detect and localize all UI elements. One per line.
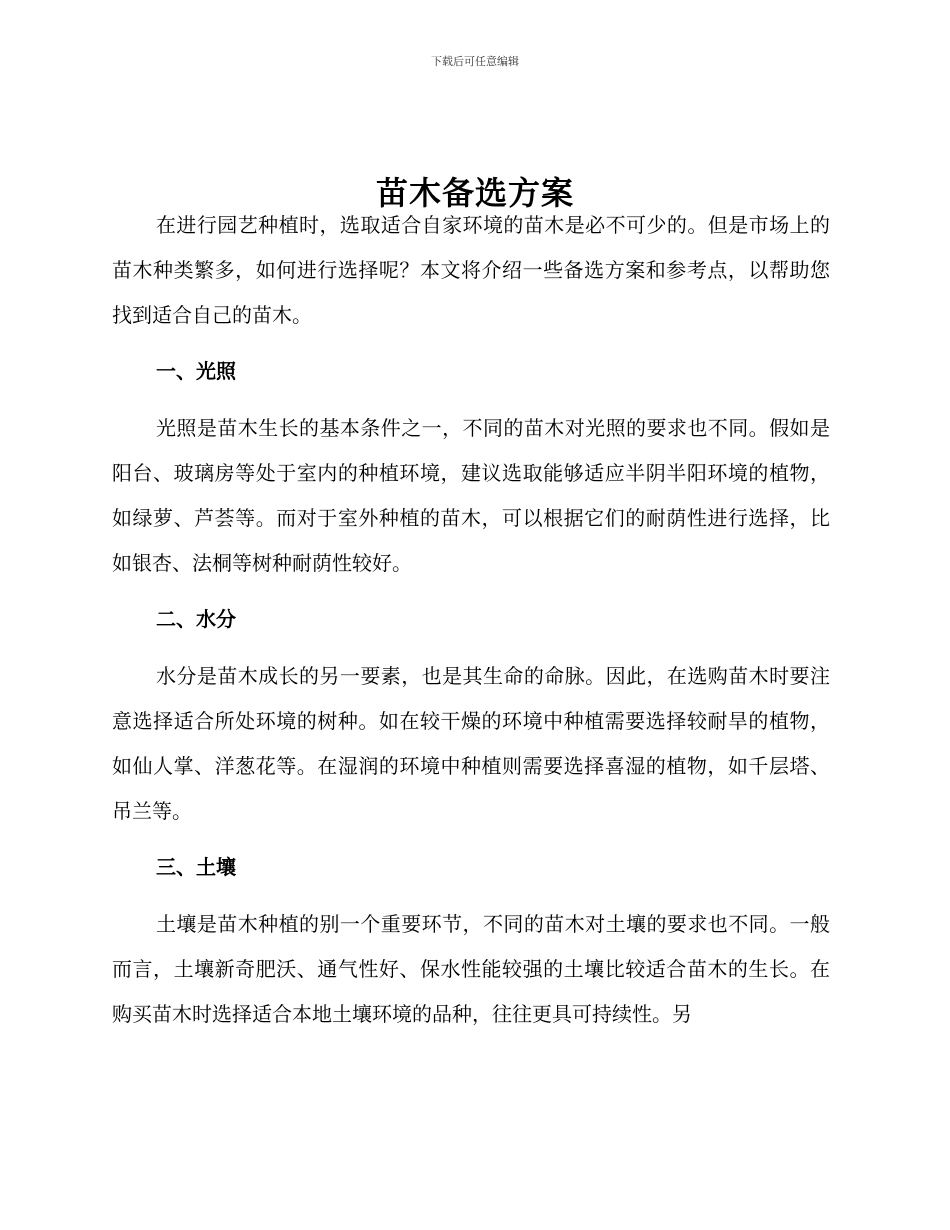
document-body — [112, 203, 830, 1037]
section-heading-light: 一、光照 — [156, 359, 236, 383]
section-body-water: 水分是苗木成长的另一要素，也是其生命的命脉。因此，在选购苗木时要注意选择适合所处环境的树种。如在较干燥的环境中种植需要选择较耐旱的植物，如仙人掌、洋葱花等。在湿润的环境中种植则需要选择喜湿的植物，如千层塔、吊兰等。 — [112, 664, 830, 823]
intro-paragraph: 在进行园艺种植时，选取适合自家环境的苗木是必不可少的。但是市场上的苗木种类繁多，如何进行选择呢？本文将介绍一些备选方案和参考点，以帮助您找到适合自己的苗木。 — [112, 213, 830, 327]
section-heading-soil: 三、土壤 — [156, 855, 236, 879]
header-note: 下载后可任意编辑 — [431, 55, 519, 68]
section-body-soil: 土壤是苗木种植的别一个重要环节，不同的苗木对土壤的要求也不同。一般而言，土壤新奇肥沃、通气性好、保水性能较强的土壤比较适合苗木的生长。在购买苗木时选择适合本地土壤环境的品种，往往更具可持续性。另 — [112, 912, 830, 1026]
document-title: 苗木备选方案 — [375, 174, 574, 213]
section-heading-water: 二、水分 — [156, 607, 236, 631]
section-body-light: 光照是苗木生长的基本条件之一，不同的苗木对光照的要求也不同。假如是阳台、玻璃房等处于室内的种植环境，建议选取能够适应半阴半阳环境的植物，如绿萝、芦荟等。而对于室外种植的苗木，可以根据它们的耐荫性进行选择，比如银杏、法桐等树种耐荫性较好。 — [112, 416, 830, 575]
